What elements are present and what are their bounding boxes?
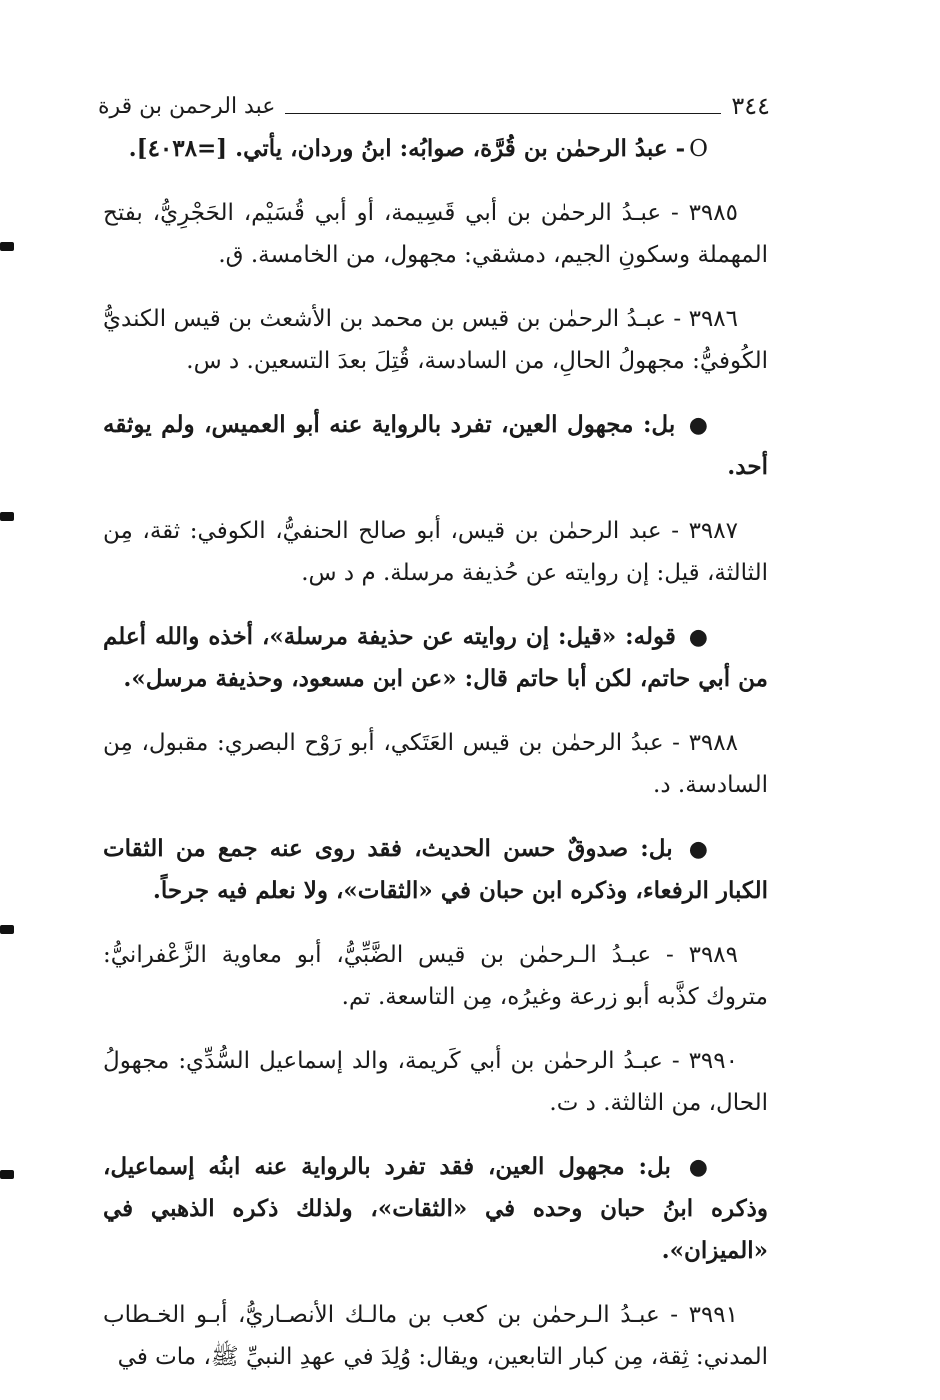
bullet-icon: ●	[688, 836, 708, 862]
entry-number: ٣٩٨٦	[688, 306, 739, 332]
entry-text: - عبـدُ الـرحمٰن بن كعب بن مالـك الأنصـاريُّ، أبـو الخـطاب المدني: ثِقة، مِن كبار التابعين، ويقال: وُلِدَ في عهدِ النبيِّ ﷺ، مات في	[103, 1302, 768, 1370]
scan-margin-mark	[0, 242, 14, 251]
comment-text: بل: مجهول العين، فقد تفرد بالرواية عنه ابنُه إسماعيل، وذكره ابنُ حبان وحده في «الثقات»، ولذلك ذكره الذهبي في «الميزان».	[103, 1153, 768, 1264]
header-rule	[285, 113, 721, 114]
biography-entry	[103, 192, 768, 276]
entry-text: - عبـدُ الرحمٰن بن أبي قَسِيمة، أو أبي قُسَيْم، الحَجْرِيُّ، بفتح المهملة وسكونِ الجيم، دمشقي: مجهول، من الخامسة. ق.	[103, 200, 768, 268]
bullet-icon: ●	[688, 1154, 708, 1180]
editor-comment	[103, 1146, 768, 1272]
editor-comment	[103, 404, 768, 488]
entry-number: ٣٩٨٧	[688, 518, 738, 544]
editor-comment	[103, 828, 768, 912]
entry-text: - عبدُ الرحمٰن بن قُرَّة، صوابُه: ابنُ وردان، يأتي. [=٤٠٣٨].	[128, 135, 686, 162]
circle-marker-icon: O	[689, 136, 708, 162]
entry-text: - عبد الرحمٰن بن قيس، أبو صالح الحنفيُّ، الكوفي: ثقة، مِن الثالثة، قيل: إن روايته عن حُذيفة مرسلة. م د س.	[103, 518, 768, 586]
entry-number: ٣٩٩١	[688, 1302, 739, 1328]
page-number: ٣٤٤	[731, 92, 770, 120]
biography-entry	[103, 1294, 768, 1378]
scan-margin-mark	[0, 925, 14, 934]
comment-text: بل: صدوقٌ حسن الحديث، فقد روى عنه جمع من الثقات الكبار الرفعاء، وذكره ابن حبان في «الثقات»، ولا نعلم فيه جرحاً.	[103, 835, 768, 904]
editor-comment	[103, 616, 768, 700]
entry-text: - عبـدُ الرحمٰن بن قيس بن محمد بن الأشعث بن قيس الكنديُّ الكُوفيُّ: مجهولُ الحالِ، من السادسة، قُتِلَ بعدَ التسعين. د س.	[103, 306, 768, 374]
cross-reference-entry	[103, 128, 768, 170]
biography-entry	[103, 934, 768, 1018]
entry-text: - عبـدُ الـرحمٰن بن قيس الضَّبِّيُّ، أبو معاوية الزَّعْفرانيُّ: متروك كذَّبه أبو زرعة وغيرُه، مِن التاسعة. تم.	[103, 942, 768, 1010]
entry-number: ٣٩٨٨	[688, 730, 738, 756]
scan-margin-mark	[0, 1170, 14, 1179]
entry-number: ٣٩٨٩	[688, 942, 739, 968]
entry-number: ٣٩٩٠	[688, 1048, 738, 1074]
entry-number: ٣٩٨٥	[688, 200, 738, 226]
biography-entry	[103, 298, 768, 382]
entry-text: - عبـدُ الرحمٰن بن أبي كَريمة، والد إسماعيل السُّدِّي: مجهولُ الحال، من الثالثة. د ت.	[103, 1048, 768, 1116]
comment-text: بل: مجهول العين، تفرد بالرواية عنه أبو العميس، ولم يوثقه أحد.	[103, 411, 768, 480]
page-body	[103, 128, 768, 1400]
scan-margin-mark	[0, 512, 14, 521]
comment-text: قوله: «قيل: إن روايته عن حذيفة مرسلة»، أخذه والله أعلم من أبي حاتم، لكن أبا حاتم قال: «عن ابن مسعود، وحذيفة مرسل».	[103, 623, 768, 692]
page-header	[98, 78, 770, 118]
biography-entry	[103, 1040, 768, 1124]
entry-text: - عبدُ الرحمٰن بن قيس العَتَكي، أبو رَوْح البصري: مقبول، مِن السادسة. د.	[103, 730, 768, 798]
biography-entry	[103, 510, 768, 594]
bullet-icon: ●	[688, 624, 708, 650]
running-title: عبد الرحمن بن قرة	[98, 94, 276, 119]
bullet-icon: ●	[688, 412, 708, 438]
biography-entry	[103, 722, 768, 806]
